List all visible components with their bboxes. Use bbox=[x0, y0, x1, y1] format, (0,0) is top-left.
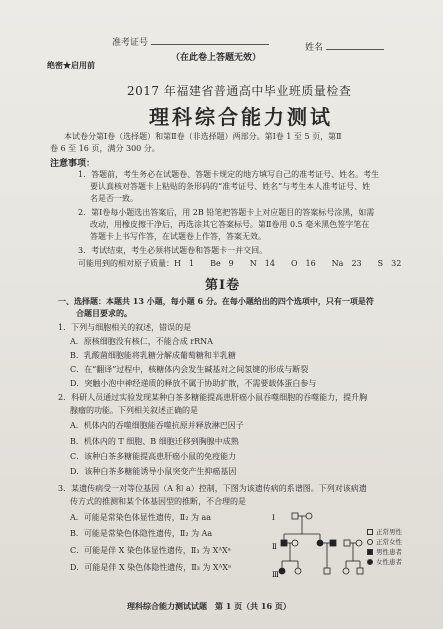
note-1-line-2: 要认真核对答题卡上粘贴的条形码的“准考证号、姓名”与考生本人准考证号、姓 bbox=[90, 182, 371, 191]
note-2-line-2: 改动，用橡皮擦干净后，再选涂其它答案标号。第Ⅱ卷用 0.5 毫米黑色签字笔在 bbox=[90, 220, 370, 229]
gen-2-label: Ⅱ bbox=[272, 543, 277, 551]
q3-option-c: C．可能是伴 X 染色体显性遗传，Ⅱ₃ 为 XᴬXᵃ bbox=[70, 546, 231, 555]
pedigree-individual bbox=[317, 540, 323, 546]
pedigree-individual bbox=[330, 540, 336, 546]
section-instr-line-2: 合题目要求的。 bbox=[76, 308, 132, 318]
q1-option-d: D．突触小泡中神经递质的释放不属于协助扩散，不需要载体蛋白参与 bbox=[70, 379, 317, 388]
gen-3-label: Ⅲ bbox=[272, 571, 279, 579]
q3-option-b: B．可能是常染色体隐性遗传，Ⅱ₂ 为 Aa bbox=[70, 529, 213, 538]
q3-option-a: A．可能是常染色体显性遗传，Ⅱ₂ 为 aa bbox=[70, 513, 212, 522]
notes-title: 注意事项： bbox=[50, 159, 96, 169]
q2-stem-line-2: 腺瘤的功能。下列相关叙述正确的是 bbox=[70, 406, 198, 415]
pedigree-individual bbox=[295, 568, 301, 574]
pedigree-individual bbox=[356, 540, 362, 546]
pedigree-individual bbox=[357, 568, 363, 574]
q2-stem-line-1: 2．科研人员通过实验发现某种白茶多糖能提高患肝癌小鼠吞噬细胞的吞噬能力，提升胸 bbox=[58, 393, 368, 402]
pedigree-individual bbox=[292, 540, 298, 546]
section-instr-line-1: 一、选择题：本题共 13 小题，每小题 6 分。在每小题给出的四个选项中，只有一项是符 bbox=[58, 296, 374, 306]
gen-1-label: Ⅰ bbox=[272, 514, 275, 522]
legend-normal-female: 正常女性 bbox=[367, 537, 402, 547]
filled-square-icon bbox=[367, 549, 373, 555]
name-line bbox=[326, 40, 384, 50]
intro-line-1: 本试卷分第Ⅰ卷（选择题）和第Ⅱ卷（非选择题）两部分。第Ⅰ卷 1 至 5 页，第Ⅱ bbox=[64, 132, 342, 141]
secret-label: 绝密★启用前 bbox=[47, 60, 95, 70]
note-2-line-3: 答题卡上书写作答，在试题卷上作答，答案无效。 bbox=[90, 232, 266, 241]
legend-normal-male: 正常男性 bbox=[367, 527, 402, 537]
name-field bbox=[305, 40, 384, 54]
exam-subtitle: 2017 年福建省普通高中毕业班质量检查 bbox=[127, 84, 352, 98]
note-1-line-1: 1．答题前，考生务必在试题卷、答题卡规定的地方填写自己的准考证号、姓名。考生 bbox=[78, 170, 380, 179]
pedigree-individual bbox=[279, 568, 285, 574]
q3-option-d: D．可能是伴 X 染色体隐性遗传，Ⅱ₃ 为 XᴬXᵃ bbox=[70, 563, 232, 572]
pedigree-diagram bbox=[270, 511, 365, 586]
q2-option-b: B．机体内的 T 细胞、B 细胞迁移到胸腺中成熟 bbox=[70, 437, 239, 446]
pedigree-individual bbox=[344, 540, 350, 546]
q1-stem: 1．下列与细胞相关的叙述，错误的是 bbox=[58, 323, 192, 332]
legend-affected-male: 男性患者 bbox=[367, 547, 402, 557]
pedigree-individual bbox=[343, 568, 349, 574]
pedigree-individual bbox=[306, 513, 312, 519]
q2-option-c: C．该种白茶多糖能提高患肝癌小鼠的免疫能力 bbox=[70, 452, 237, 461]
exam-title: 理科综合能力测试 bbox=[149, 105, 333, 129]
note-1-line-3: 名是否一致。 bbox=[90, 194, 138, 203]
q2-option-d: D．该种白茶多糖能诱导小鼠突变产生抑癌基因 bbox=[70, 467, 237, 476]
atomic-masses: 可能用到的相对原子质量：H 1 Be 9 N 14 O 16 Na 23 S 32 bbox=[78, 259, 402, 268]
q1-option-a: A．原核细胞没有核仁，不能合成 rRNA bbox=[70, 337, 213, 346]
pedigree-individual bbox=[292, 513, 298, 519]
note-3-line-1: 3．考试结束，考生必须将试题卷和答题卡一并交回。 bbox=[78, 246, 268, 255]
q3-stem-line-1: 3．某遗传病受一对等位基因（A 和 a）控制，下图为该遗传病的系谱图。下列对该病遗 bbox=[58, 484, 367, 493]
q1-option-c: C．在“翻译”过程中，核糖体内会发生碱基对之间氢键的形成与断裂 bbox=[70, 365, 309, 374]
legend-affected-female: 女性患者 bbox=[367, 557, 402, 567]
name-label: 姓名 bbox=[305, 43, 324, 53]
section-title: 第Ⅰ卷 bbox=[205, 278, 241, 293]
square-icon bbox=[367, 529, 373, 535]
filled-circle-icon bbox=[367, 559, 373, 565]
page-footer: 理科综合能力测试试题 第 1 页（共 16 页） bbox=[127, 601, 291, 611]
pedigree-individual bbox=[281, 540, 287, 546]
invalid-notice: （在此卷上答题无效） bbox=[171, 53, 262, 63]
q2-option-a: A．机体内的吞噬细胞能吞噬抗原并释放淋巴因子 bbox=[70, 421, 244, 430]
exam-id-line bbox=[151, 35, 269, 45]
q3-stem-line-2: 传方式的推测和某个体基因型的推断，不合理的是 bbox=[70, 497, 246, 506]
intro-line-2: 卷 6 至 16 页，满分 300 分。 bbox=[50, 144, 160, 153]
pedigree-individual bbox=[324, 568, 330, 574]
q1-option-b: B．乳酸菌细胞能将乳糖分解成葡萄糖和半乳糖 bbox=[70, 351, 236, 360]
circle-icon bbox=[367, 539, 373, 545]
note-2-line-1: 2．第Ⅰ卷每小题选出答案后，用 2B 铅笔把答题卡上对应题目的答案标号涂黑，如需 bbox=[78, 208, 375, 217]
exam-id-field bbox=[112, 35, 269, 49]
exam-id-label: 准考证号 bbox=[112, 38, 149, 48]
pedigree-legend bbox=[367, 527, 402, 567]
